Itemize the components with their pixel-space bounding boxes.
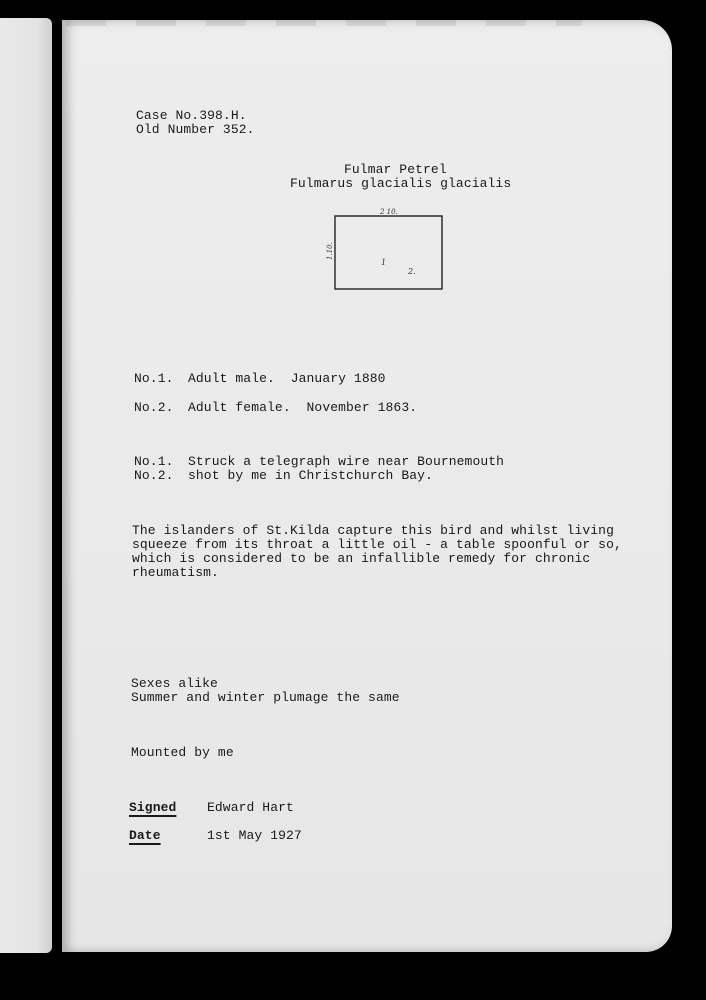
signed-label: Signed [129,800,177,815]
plumage-note: Summer and winter plumage the same [131,690,400,705]
specimen-2-number: No.2. [134,400,174,415]
species-scientific-name: Fulmarus glacialis glacialis [290,176,512,191]
specimen-2-description: Adult female. November 1863. [188,400,418,415]
notes-line: The islanders of St.Kilda capture this bird and whilst living [132,523,614,538]
notes-line: which is considered to be an infallible remedy for chronic [132,551,591,566]
specimen-1-number: No.1. [134,371,174,386]
case-diagram [324,205,454,297]
specimen-2-position: 2. [408,267,416,276]
species-common-name: Fulmar Petrel [344,162,447,177]
date-value: 1st May 1927 [207,828,302,843]
provenance-1-text: Struck a telegraph wire near Bournemouth [188,454,505,469]
provenance-1-number: No.1. [134,454,174,469]
case-outline [335,216,442,289]
case-width-label: 2 10. [380,208,398,216]
old-number: Old Number 352. [136,122,255,137]
left-page-edge [0,18,52,953]
provenance-2-number: No.2. [134,468,174,483]
specimen-1-position: 1 [381,258,387,267]
provenance-2-text: shot by me in Christchurch Bay. [188,468,433,483]
notes-line: rheumatism. [132,565,219,580]
date-label: Date [129,828,161,843]
mounted-note: Mounted by me [131,745,234,760]
notes-line: squeeze from its throat a little oil - a table spoonful or so, [132,537,622,552]
sexes-note: Sexes alike [131,676,218,691]
case-number: Case No.398.H. [136,108,247,123]
case-height-label: 1.10. [326,242,334,260]
specimen-1-description: Adult male. January 1880 [188,371,386,386]
signed-value: Edward Hart [207,800,294,815]
